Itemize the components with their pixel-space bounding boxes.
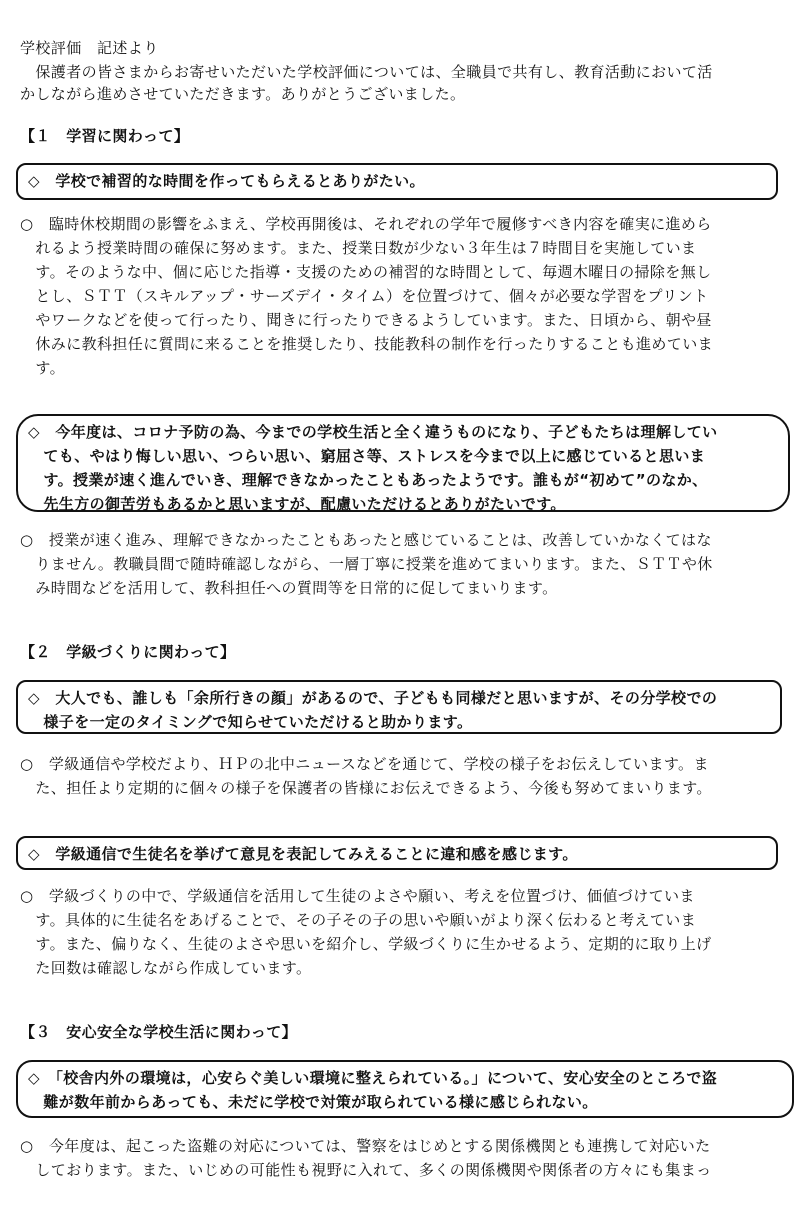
answer-line: み時間などを活用して、教科担任への質問等を日常的に促してまいります。 xyxy=(20,579,558,597)
question-text: ◇ 大人でも、誰しも「余所行きの顔」があるので、子どもも同様だと思いますが、その分学校での xyxy=(28,689,718,707)
section-heading-learning: 【１ 学習に関わって】 xyxy=(20,127,190,145)
answer-line: ○ 臨時休校期間の影響をふまえ、学校再開後は、それぞれの学年で履修すべき内容を確実に進めら xyxy=(20,215,712,233)
question-text: 先生方の御苦労もあるかと思いますが、配慮いただけるとありがたいです。 xyxy=(28,495,566,513)
answer-line: た回数は確認しながら作成しています。 xyxy=(20,959,312,977)
document-title: 学校評価 記述より xyxy=(20,39,159,57)
answer-line: とし、ＳＴＴ（スキルアップ・サーズデイ・タイム）を位置づけて、個々が必要な学習をプリント xyxy=(20,287,709,305)
answer-line: 休みに教科担任に質問に来ることを推奨したり、技能教科の制作を行ったりすることも進めていま xyxy=(20,335,714,353)
answer-line: りません。教職員間で随時確認しながら、一層丁寧に授業を進めてまいります。また、ＳＴＴや休 xyxy=(20,555,713,573)
question-text: 様子を一定のタイミングで知らせていただけると助かります。 xyxy=(28,713,473,731)
answer-line: ○ 学級通信や学校だより、ＨＰの北中ニュースなどを通じて、学校の様子をお伝えしています。ま xyxy=(20,755,709,773)
section-heading-safety: 【３ 安心安全な学校生活に関わって】 xyxy=(20,1023,298,1041)
answer-line: ○ 授業が速く進み、理解できなかったこともあったと感じていることは、改善していかなくてはな xyxy=(20,531,712,549)
question-box xyxy=(16,836,778,870)
answer-line: ○ 今年度は、起こった盗難の対応については、警察をはじめとする関係機関とも連携して対応いた xyxy=(20,1137,711,1155)
intro-line: 保護者の皆さまからお寄せいただいた学校評価については、全職員で共有し、教育活動において活 xyxy=(20,63,713,81)
answer-line: た、担任より定期的に個々の様子を保護者の皆様にお伝えできるよう、今後も努めてまいります。 xyxy=(20,779,712,797)
answer-line: れるよう授業時間の確保に努めます。また、授業日数が少ない３年生は７時間目を実施していま xyxy=(20,239,697,257)
answer-line: す。 xyxy=(20,359,66,377)
answer-line: す。そのような中、個に応じた指導・支援のための補習的な時間として、毎週木曜日の掃除を無し xyxy=(20,263,712,281)
question-text: ◇ 「校舎内外の環境は，心安らぐ美しい環境に整えられている。」について、安心安全のところで盗 xyxy=(28,1069,718,1087)
question-text: 難が数年前からあっても、未だに学校で対策が取られている様に感じられない。 xyxy=(28,1093,598,1111)
question-text: す。授業が速く進んでいき、理解できなかったこともあったようです。誰もが“初めて”のなか、 xyxy=(28,471,708,489)
question-text: ◇ 学校で補習的な時間を作ってもらえるとありがたい。 xyxy=(28,172,425,190)
question-text: ◇ 今年度は、コロナ予防の為、今までの学校生活と全く違うものになり、子どもたちは理解してい xyxy=(28,423,718,441)
answer-line: ○ 学級づくりの中で、学級通信を活用して生徒のよさや願い、考えを位置づけ、価値づけていま xyxy=(20,887,695,905)
question-box xyxy=(16,163,778,200)
answer-line: す。具体的に生徒名をあげることで、その子その子の思いや願いがより深く伝わると考えていま xyxy=(20,911,697,929)
answer-line: やワークなどを使って行ったり、聞きに行ったりできるようしています。また、日頃から、朝や昼 xyxy=(20,311,712,329)
answer-line: しております。また、いじめの可能性も視野に入れて、多くの関係機関や関係者の方々にも集まっ xyxy=(20,1161,712,1179)
section-heading-class-building: 【２ 学級づくりに関わって】 xyxy=(20,643,236,661)
question-text: ◇ 学級通信で生徒名を挙げて意見を表記してみえることに違和感を感じます。 xyxy=(28,845,578,863)
intro-line: かしながら進めさせていただきます。ありがとうございました。 xyxy=(20,85,466,103)
answer-line: す。また、偏りなく、生徒のよさや思いを紹介し、学級づくりに生かせるよう、定期的に取り上げ xyxy=(20,935,712,953)
question-box xyxy=(16,680,782,734)
question-text: ても、やはり悔しい思い、つらい思い、窮屈さ等、ストレスを今まで以上に感じていると思いま xyxy=(28,447,706,465)
question-box xyxy=(16,414,790,512)
question-box xyxy=(16,1060,794,1118)
